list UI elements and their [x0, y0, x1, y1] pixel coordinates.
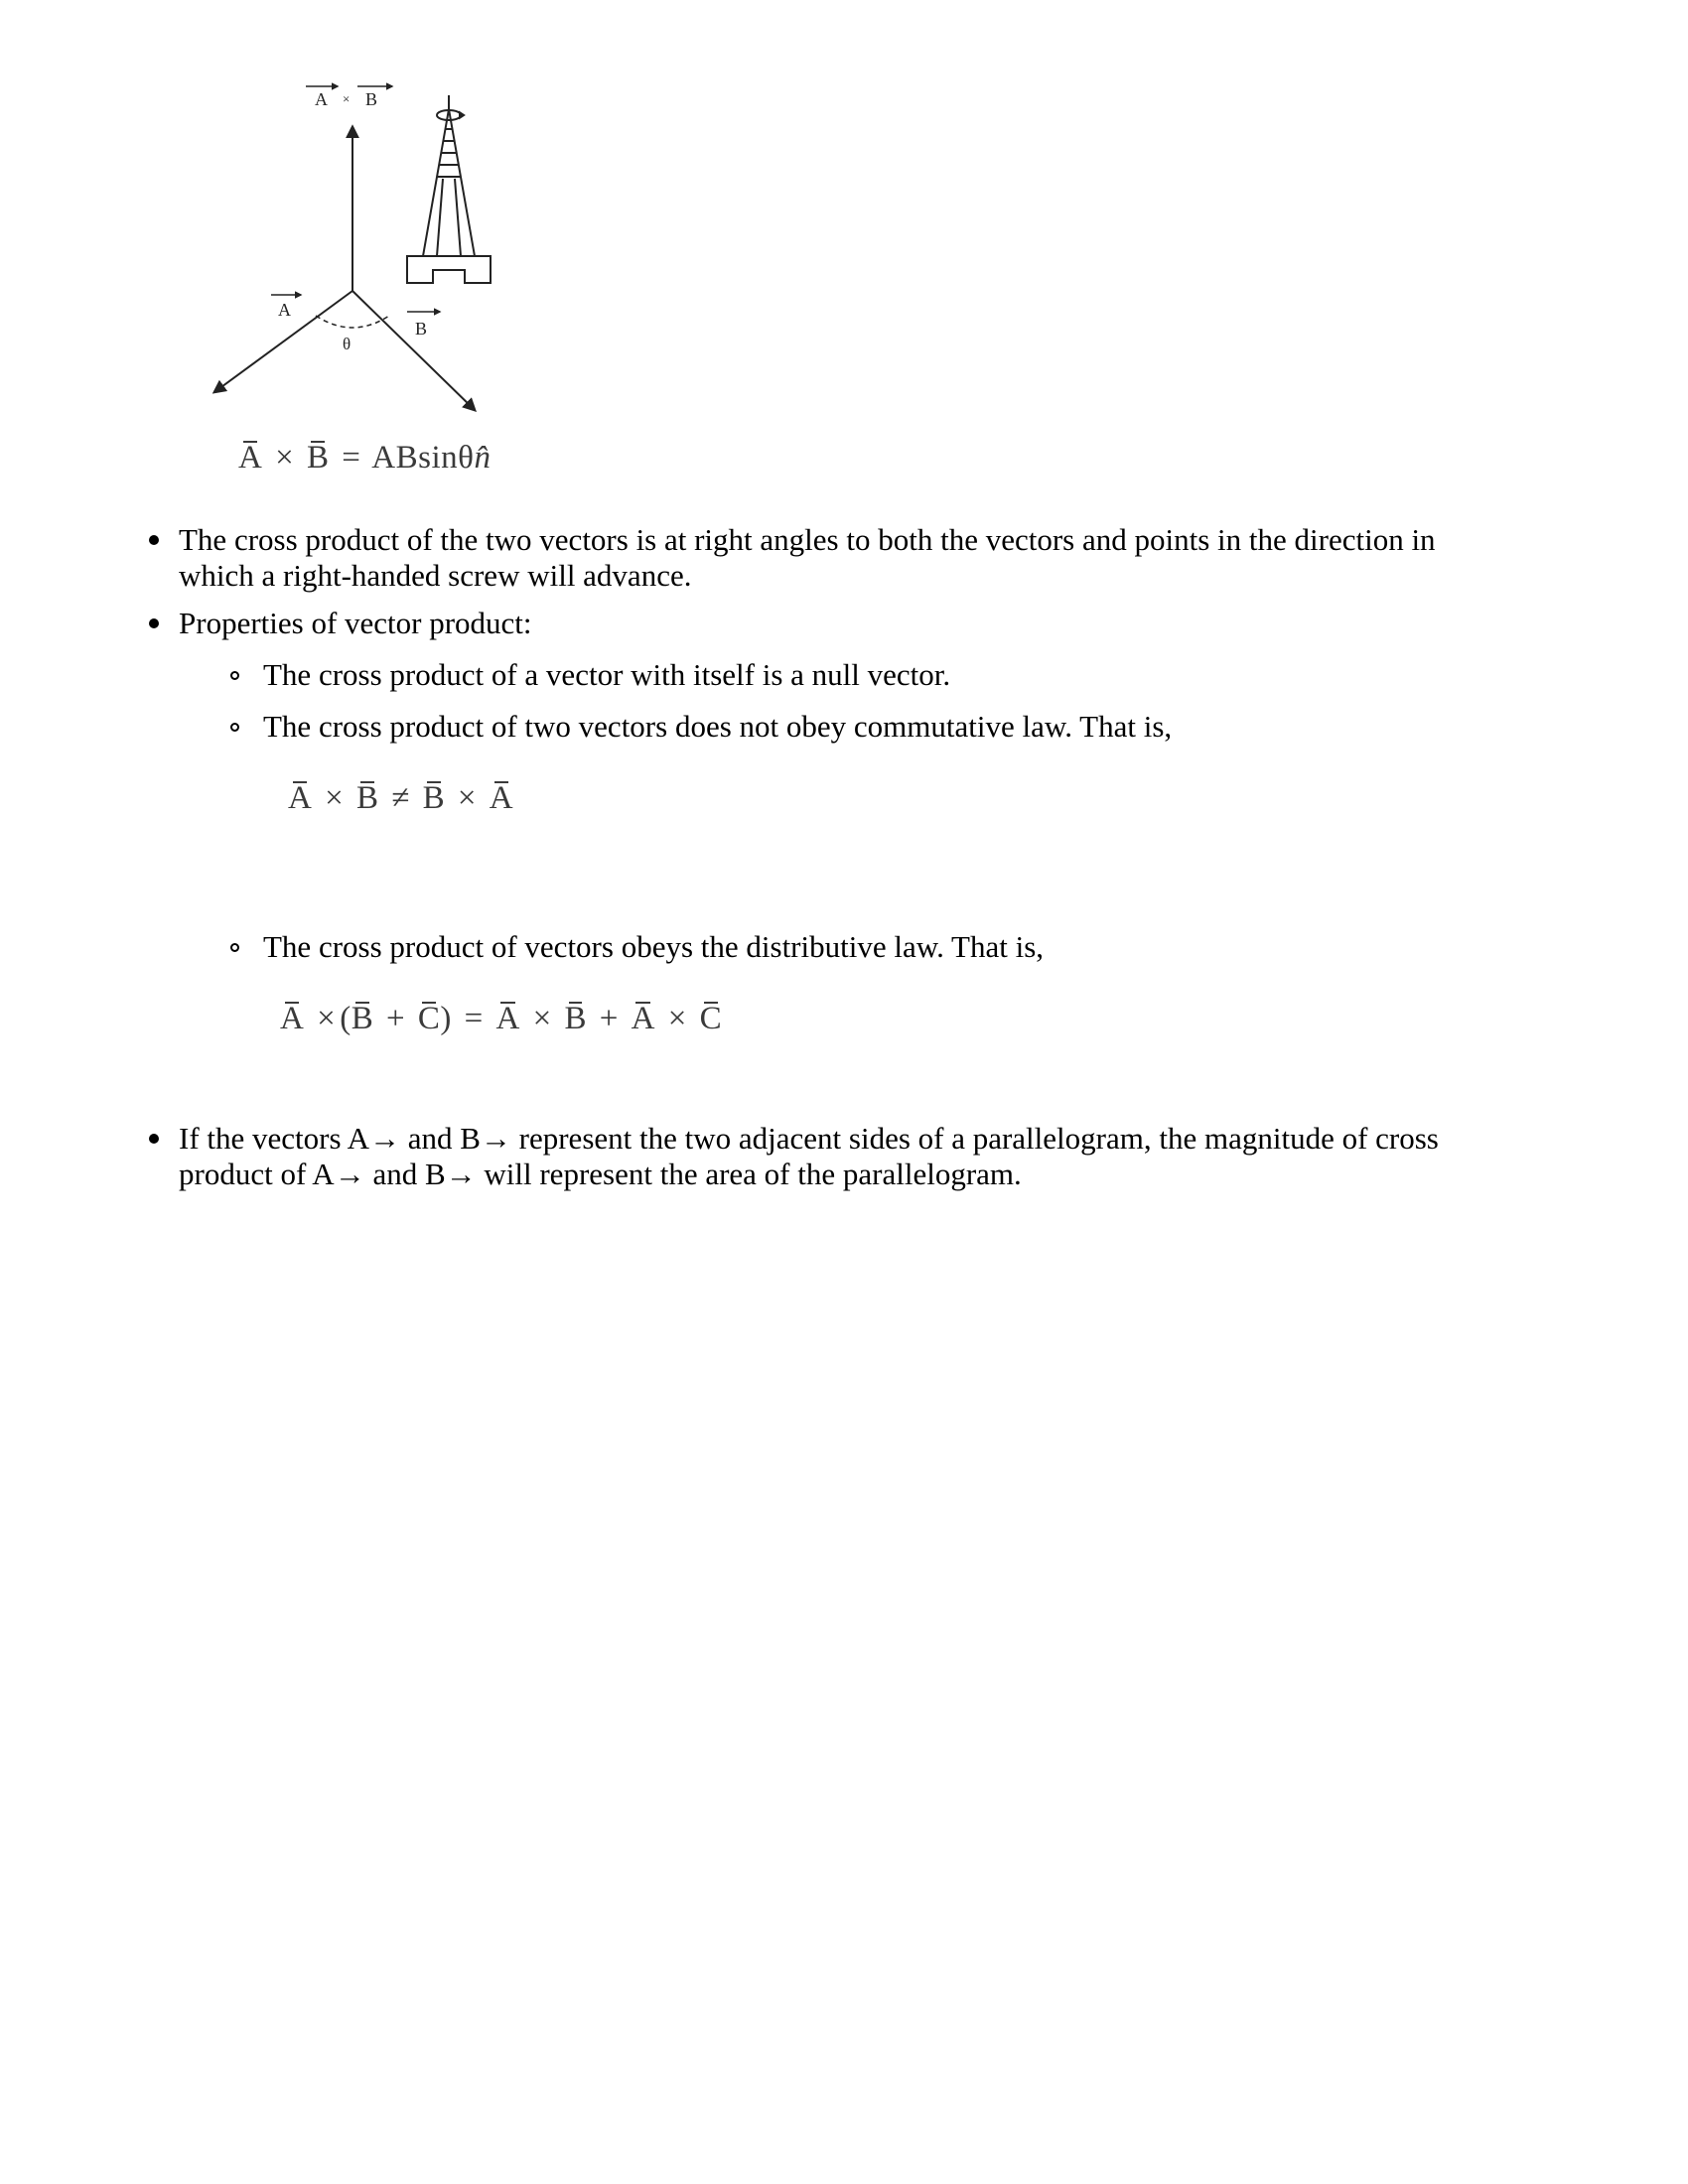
sub-bullet-commutative — [263, 709, 1172, 745]
eq-dist-plus2: + — [599, 1001, 619, 1036]
sub-bullet-text: The cross product of two vectors does not obey commutative law. That is, — [263, 709, 1173, 744]
sub-bullet-text: The cross product of a vector with itself is a null vector. — [263, 657, 951, 692]
equation-not-commutative — [288, 780, 513, 817]
eq-comm-b1: B — [355, 780, 379, 816]
eq-dist-equals: = — [464, 1001, 484, 1036]
eq-dist-c1: C — [417, 1001, 441, 1036]
eq-dist-a2: A — [495, 1001, 520, 1036]
bullet-marker — [149, 535, 159, 545]
theta-arc — [316, 316, 389, 328]
b-vector-line — [352, 291, 475, 410]
eq-dist-c2: C — [699, 1001, 723, 1036]
eq-dist-lparen: ( — [340, 1001, 352, 1036]
eq-dist-times1: × — [317, 1001, 337, 1036]
sub-bullet-marker — [230, 943, 239, 952]
eq-main-a: A — [238, 440, 263, 476]
bullet-text-line: product of A→ and B→ will represent the area of the parallelogram. — [179, 1157, 1022, 1191]
eq-dist-rparen: ) — [440, 1001, 452, 1036]
eq-dist-times3: × — [667, 1001, 687, 1036]
sub-bullet-marker — [230, 723, 239, 732]
bullet-text-line: If the vectors A→ and B→ represent the two adjacent sides of a parallelogram, the magnitude of cross — [179, 1121, 1439, 1156]
sub-bullet-null-vector — [263, 657, 950, 693]
eq-dist-a3: A — [631, 1001, 655, 1036]
b-label: B — [415, 319, 428, 339]
sub-bullet-distributive — [263, 929, 1044, 965]
bullet-properties-heading — [179, 606, 532, 641]
eq-main-equals: = — [342, 440, 361, 476]
sub-bullet-text: The cross product of vectors obeys the distributive law. That is, — [263, 929, 1045, 964]
top-label-a: A — [315, 89, 328, 109]
eq-dist-times2: × — [532, 1001, 552, 1036]
top-label-b: B — [365, 89, 378, 109]
bullet-marker — [149, 1134, 159, 1144]
bullet-parallelogram-area — [179, 1121, 1439, 1192]
eq-main-rhs: ABsinθ — [371, 440, 475, 476]
equation-cross-product-definition — [238, 440, 491, 477]
screw-icon — [407, 95, 491, 283]
eq-comm-b2: B — [422, 780, 446, 816]
eq-comm-times1: × — [325, 780, 345, 816]
eq-dist-plus1: + — [385, 1001, 406, 1036]
bullet-cross-product-direction — [179, 522, 1436, 594]
eq-comm-times2: × — [457, 780, 477, 816]
bullet-text-line: Properties of vector product: — [179, 606, 532, 640]
top-label-cross: × — [343, 91, 351, 106]
eq-comm-a2: A — [489, 780, 514, 816]
eq-main-times: × — [275, 440, 295, 476]
eq-comm-a1: A — [288, 780, 313, 816]
eq-dist-a1: A — [280, 1001, 305, 1036]
sub-bullet-marker — [230, 671, 239, 680]
eq-dist-b2: B — [564, 1001, 587, 1036]
cross-product-diagram — [199, 79, 516, 437]
diagram-svg — [199, 79, 516, 437]
bullet-marker — [149, 618, 159, 628]
bullet-text-line: The cross product of the two vectors is at right angles to both the vectors and points in the direction in — [179, 522, 1436, 557]
a-label: A — [278, 300, 291, 320]
equation-distributive — [280, 1001, 722, 1037]
bullet-text-line: which a right-handed screw will advance. — [179, 558, 692, 593]
eq-main-b: B — [306, 440, 330, 476]
eq-main-nhat: n̂ — [474, 440, 492, 476]
eq-dist-b1: B — [351, 1001, 374, 1036]
eq-comm-neq: ≠ — [391, 780, 410, 816]
theta-label: θ — [343, 335, 352, 353]
